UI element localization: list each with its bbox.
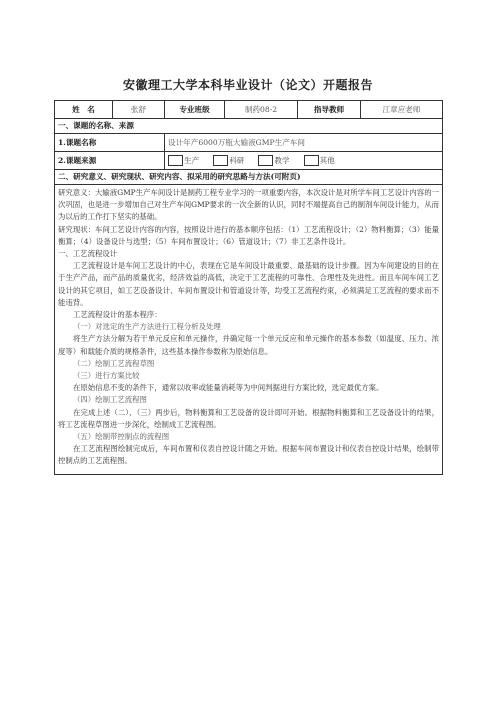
header-row	[55, 101, 442, 119]
source-option-production[interactable]: 生产	[168, 155, 199, 166]
paragraph-flow-intro: 工艺流程设计是车间工艺设计的中心，表现在它是车间设计最重要、最基础的设计步骤。因为车间建设的目的在于生产产品，而产品的质量优劣，经济效益的高低，决定于工艺流程的可靠性、合理性及先进性。而且车间车间工艺设计的其它项目，如工艺设备设计、车间布置设计和管道设计等，均受工艺流程约束，必须满足工艺流程的要求而不能违背。	[58, 261, 439, 307]
paragraph-step-1: （一）对选定的生产方法进行工程分析及处理	[73, 322, 221, 332]
page-title: 安徽理工大学本科毕业设计（论文）开题报告	[122, 78, 373, 92]
checkbox-icon[interactable]	[304, 155, 319, 166]
checkbox-icon[interactable]	[213, 155, 228, 166]
paragraph-heading-flow: 一、工艺流程设计	[58, 249, 118, 259]
paragraph-step-2: （二）绘制工艺流程草图	[73, 358, 155, 368]
section-one-heading: 一、课题的名称、来源	[58, 121, 134, 130]
checkbox-icon[interactable]	[258, 155, 273, 166]
checkbox-icon[interactable]	[168, 155, 183, 166]
major-value: 制药08-2	[225, 101, 298, 118]
paragraph-step-5: （五）绘制带控制点的流程图	[73, 432, 170, 442]
name-value: 张舒	[113, 101, 165, 118]
topic-value: 设计年产6000万瓶大输液GMP生产车间	[168, 138, 305, 147]
section-one-row	[55, 119, 442, 134]
report-form	[54, 100, 443, 475]
paragraph-step-5-detail: 在工艺流程图绘制完成后，车间布置和仪表自控设计随之开始。根据车间布置设计和仪表自控设计结果，绘制带控制点的工艺流程图。	[58, 444, 439, 466]
source-options	[165, 152, 442, 169]
source-option-teaching[interactable]: 教学	[258, 155, 289, 166]
paragraph-step-3: （三）进行方案比较	[73, 371, 140, 381]
source-option-other[interactable]: 其他	[304, 155, 335, 166]
report-body	[55, 185, 442, 474]
paragraph-step-1-detail: 将生产方法分解为若干单元反应和单元操作，并确定每一个单元反应和单元操作的基本参数（如温度、压力、浓度等）和载能介质的规格条件，这些基本操作参数称为原始信息。	[58, 334, 439, 356]
section-two-row	[55, 170, 442, 185]
topic-label: 1.课题名称	[55, 134, 165, 151]
topic-row	[55, 134, 442, 152]
major-label: 专业班级	[165, 101, 225, 118]
paragraph-step-4-detail: 在完成上述（二）、（三）两步后，物料衡算和工艺设备的设计即可开始。根据物料衡算和工艺设备设计的结果，将工艺流程草图进一步深化，绘制成工艺流程图。	[58, 407, 439, 429]
paragraph-significance: 研究意义：大输液GMP生产车间设计是制药工程专业学习的一项重要内容，本次设计是对所学车间工艺设计内容的一次巩固，也是进一步增加自己对生产车间GMP要求的一次全新的认识，同时不端提高自己的制剂车间设计能力，从而为以后的工作打下坚实的基础。	[58, 188, 439, 222]
source-row	[55, 152, 442, 170]
paragraph-procedure: 工艺流程设计的基本程序：	[73, 310, 162, 320]
paragraph-step-3-detail: 在原始信息不变的条件下，通常以收率或能量消耗等为中间判据进行方案比较，选定最优方案。	[73, 383, 384, 393]
advisor-label: 指导教师	[298, 101, 361, 118]
source-label: 2.课题来源	[55, 152, 165, 169]
name-label: 姓 名	[55, 101, 113, 118]
paragraph-status: 研究现状：车间工艺设计内容的内容，按照设计进行的基本顺序包括：（1）工艺流程设计；（2）物料衡算；（3）能量衡算；（4）设备设计与选型；（5）车间布置设计；（6）管道设计；（7）非工艺条件设计。	[58, 224, 439, 246]
content-row	[55, 185, 442, 474]
paragraph-step-4: （四）绘制工艺流程图	[73, 395, 147, 405]
source-option-research[interactable]: 科研	[213, 155, 244, 166]
section-two-heading: 二、研究意义、研究现状、研究内容、拟采用的研究思路与方法(可附页)	[58, 172, 301, 181]
advisor-value: 江章应老师	[382, 105, 421, 114]
